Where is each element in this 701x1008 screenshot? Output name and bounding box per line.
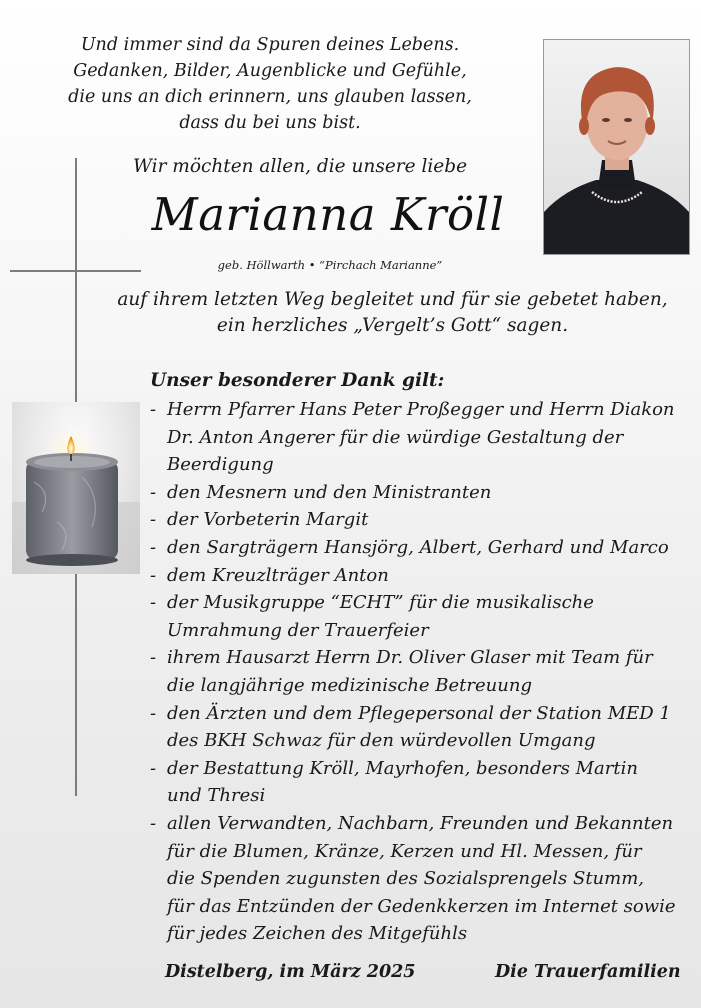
list-item-line: für jedes Zeichen des Mitgefühls <box>167 923 468 945</box>
accompany-text <box>100 287 685 339</box>
birth-name: geb. Höllwarth • “Pirchach Marianne” <box>217 258 443 272</box>
list-item <box>150 479 695 507</box>
deceased-name: Marianna Kröll <box>151 188 505 241</box>
list-item-line: - dem Kreuzlträger Anton <box>167 564 389 586</box>
list-item <box>150 700 695 755</box>
list-item-line: - allen Verwandten, Nachbarn, Freunden und Bekannten <box>167 812 674 834</box>
list-item <box>150 810 695 948</box>
memorial-poem <box>40 32 500 136</box>
list-item-line: - der Musikgruppe “ECHT” für die musikalische <box>167 592 594 614</box>
list-item-line: - den Ärzten und dem Pflegepersonal der Station MED 1 <box>167 702 671 724</box>
list-item-line: für das Entzünden der Gedenkkerzen im Internet sowie <box>167 895 676 917</box>
list-item-line: - Herrn Pfarrer Hans Peter Proßegger und Herrn Diakon <box>167 399 675 420</box>
list-item <box>150 506 695 534</box>
accompany-line: auf ihrem letzten Weg begleitet und für sie gebetet haben, <box>117 289 668 310</box>
poem-line: dass du bei uns bist. <box>179 113 361 133</box>
list-item-line: - den Sargträgern Hansjörg, Albert, Gerhard und Marco <box>167 536 669 558</box>
list-item-line: - den Mesnern und den Ministranten <box>167 481 492 503</box>
list-item-line: Dr. Anton Angerer für die würdige Gestaltung der <box>167 426 624 448</box>
list-item <box>150 589 695 644</box>
candle-image <box>12 402 140 574</box>
poem-line: Und immer sind da Spuren deines Lebens. <box>80 35 460 55</box>
list-item-line: die Spenden zugunsten des Sozialsprengels Stumm, <box>167 868 645 890</box>
list-item-line: Umrahmung der Trauerfeier <box>167 619 429 641</box>
poem-line: die uns an dich erinnern, uns glauben lassen, <box>68 87 472 107</box>
list-item <box>150 534 695 562</box>
list-item <box>150 755 695 810</box>
candle-illustration <box>12 402 140 574</box>
poem-line: Gedanken, Bilder, Augenblicke und Gefühle, <box>73 61 467 81</box>
list-item-line: - ihrem Hausarzt Herrn Dr. Oliver Glaser mit Team für <box>167 647 653 669</box>
thanks-list <box>150 396 695 948</box>
list-item-line: - der Vorbeterin Margit <box>167 509 369 531</box>
thanks-heading: Unser besonderer Dank gilt: <box>150 370 445 391</box>
signature: Die Trauerfamilien <box>495 962 681 982</box>
cross-horizontal-bar <box>10 270 141 272</box>
place-date: Distelberg, im März 2025 <box>165 962 416 982</box>
list-item-line: Beerdigung <box>167 454 274 476</box>
intro-text: Wir möchten allen, die unsere liebe <box>132 156 468 177</box>
accompany-line: ein herzliches „Vergelt’s Gott“ sagen. <box>216 315 569 336</box>
list-item-line: die langjährige medizinische Betreuung <box>167 674 532 696</box>
list-item-line: des BKH Schwaz für den würdevollen Umgang <box>167 730 596 752</box>
portrait-illustration <box>544 40 689 254</box>
list-item-line: für die Blumen, Kränze, Kerzen und Hl. Messen, für <box>167 840 642 862</box>
list-item <box>150 396 695 479</box>
list-item <box>150 562 695 590</box>
list-item <box>150 644 695 699</box>
portrait-photo <box>543 39 690 255</box>
list-item-line: und Thresi <box>167 785 266 807</box>
list-item-line: - der Bestattung Kröll, Mayrhofen, besonders Martin <box>167 757 638 779</box>
